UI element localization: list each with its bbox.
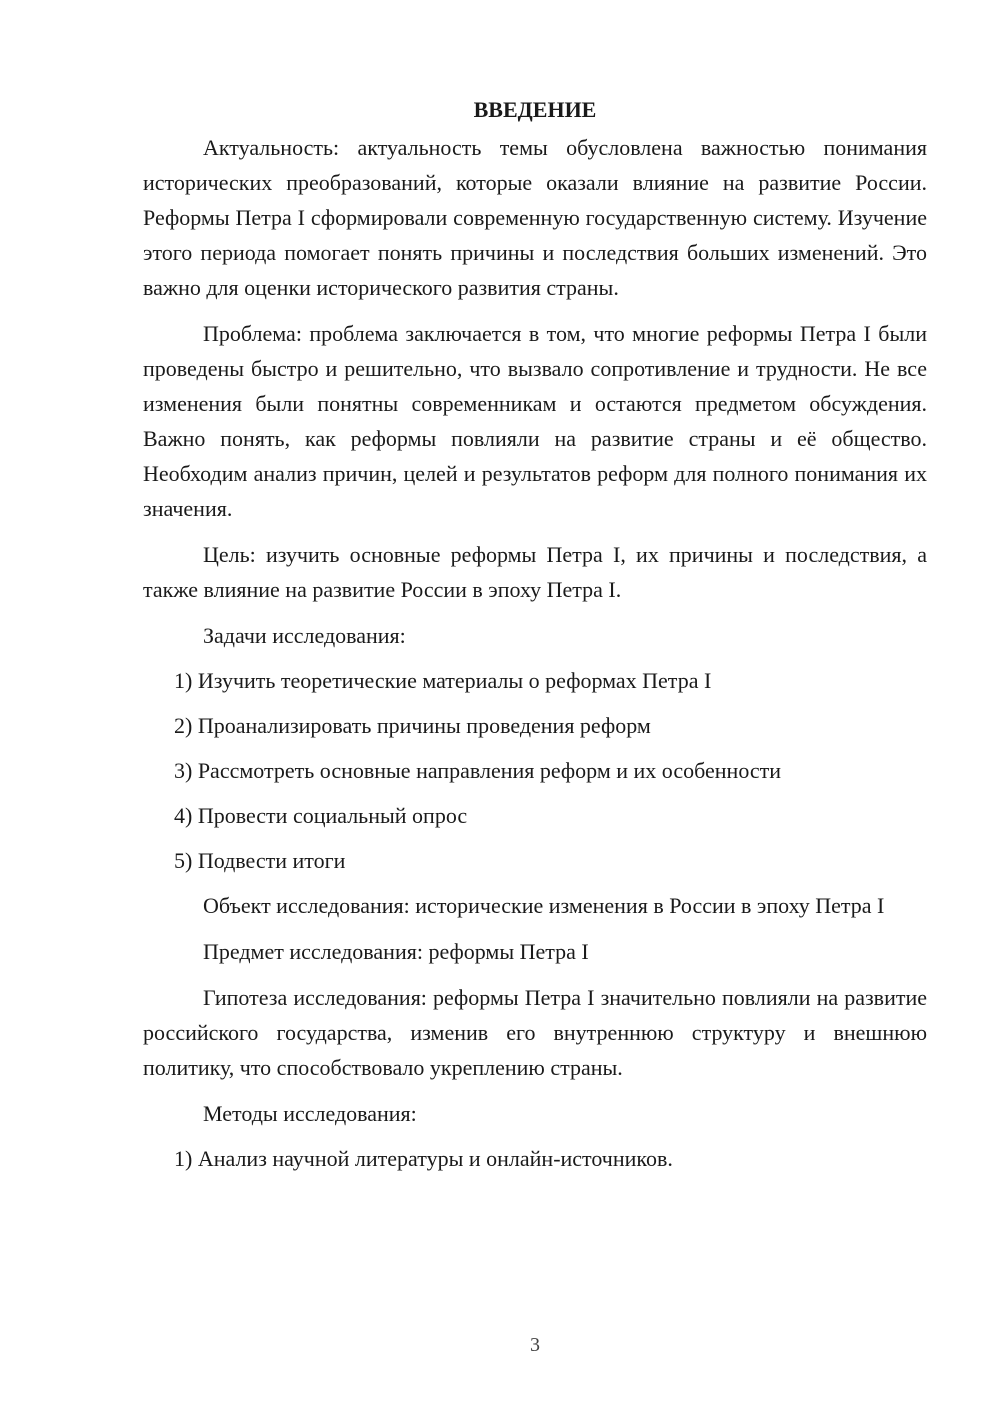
list-item: 4) Провести социальный опрос — [174, 803, 468, 828]
problem-paragraph: Проблема: проблема заключается в том, что многие реформы Петра I были проведены быстро и решительно, что вызвало сопротивление и трудности. Не все изменения были понятны современникам и остаются предметом обсуждения. Важно понять, как реформы повлияли на развитие страны и её общество. Необходим анализ причин, целей и результатов реформ для полного понимания их значения. — [143, 321, 927, 521]
methods-heading: Методы исследования: — [203, 1101, 417, 1126]
tasks-list — [143, 663, 927, 878]
hypothesis-paragraph: Гипотеза исследования: реформы Петра I значительно повлияли на развитие российского государства, изменив его внутреннюю структуру и внешнюю политику, что способствовало укреплению страны. — [143, 985, 927, 1080]
list-item: 5) Подвести итоги — [174, 848, 346, 873]
list-item: 1) Анализ научной литературы и онлайн-источников. — [174, 1146, 673, 1171]
methods-list — [143, 1141, 927, 1176]
list-item: 2) Проанализировать причины проведения реформ — [174, 713, 651, 738]
subject-paragraph: Предмет исследования: реформы Петра I — [203, 939, 589, 964]
list-item: 3) Рассмотреть основные направления реформ и их особенности — [174, 758, 782, 783]
page-number: 3 — [530, 1334, 540, 1356]
document-page — [143, 92, 927, 1186]
list-item: 1) Изучить теоретические материалы о реформах Петра I — [174, 668, 712, 693]
object-paragraph: Объект исследования: исторические изменения в России в эпоху Петра I — [203, 893, 885, 918]
page-title: ВВЕДЕНИЕ — [473, 97, 597, 122]
goal-paragraph: Цель: изучить основные реформы Петра I, их причины и последствия, а также влияние на развитие России в эпоху Петра I. — [143, 542, 927, 602]
tasks-heading: Задачи исследования: — [203, 623, 406, 648]
relevance-paragraph: Актуальность: актуальность темы обусловлена важностью понимания исторических преобразований, которые оказали влияние на развитие России. Реформы Петра I сформировали современную государственную систему. Изучение этого периода помогает понять причины и последствия больших изменений. Это важно для оценки исторического развития страны. — [143, 135, 927, 300]
